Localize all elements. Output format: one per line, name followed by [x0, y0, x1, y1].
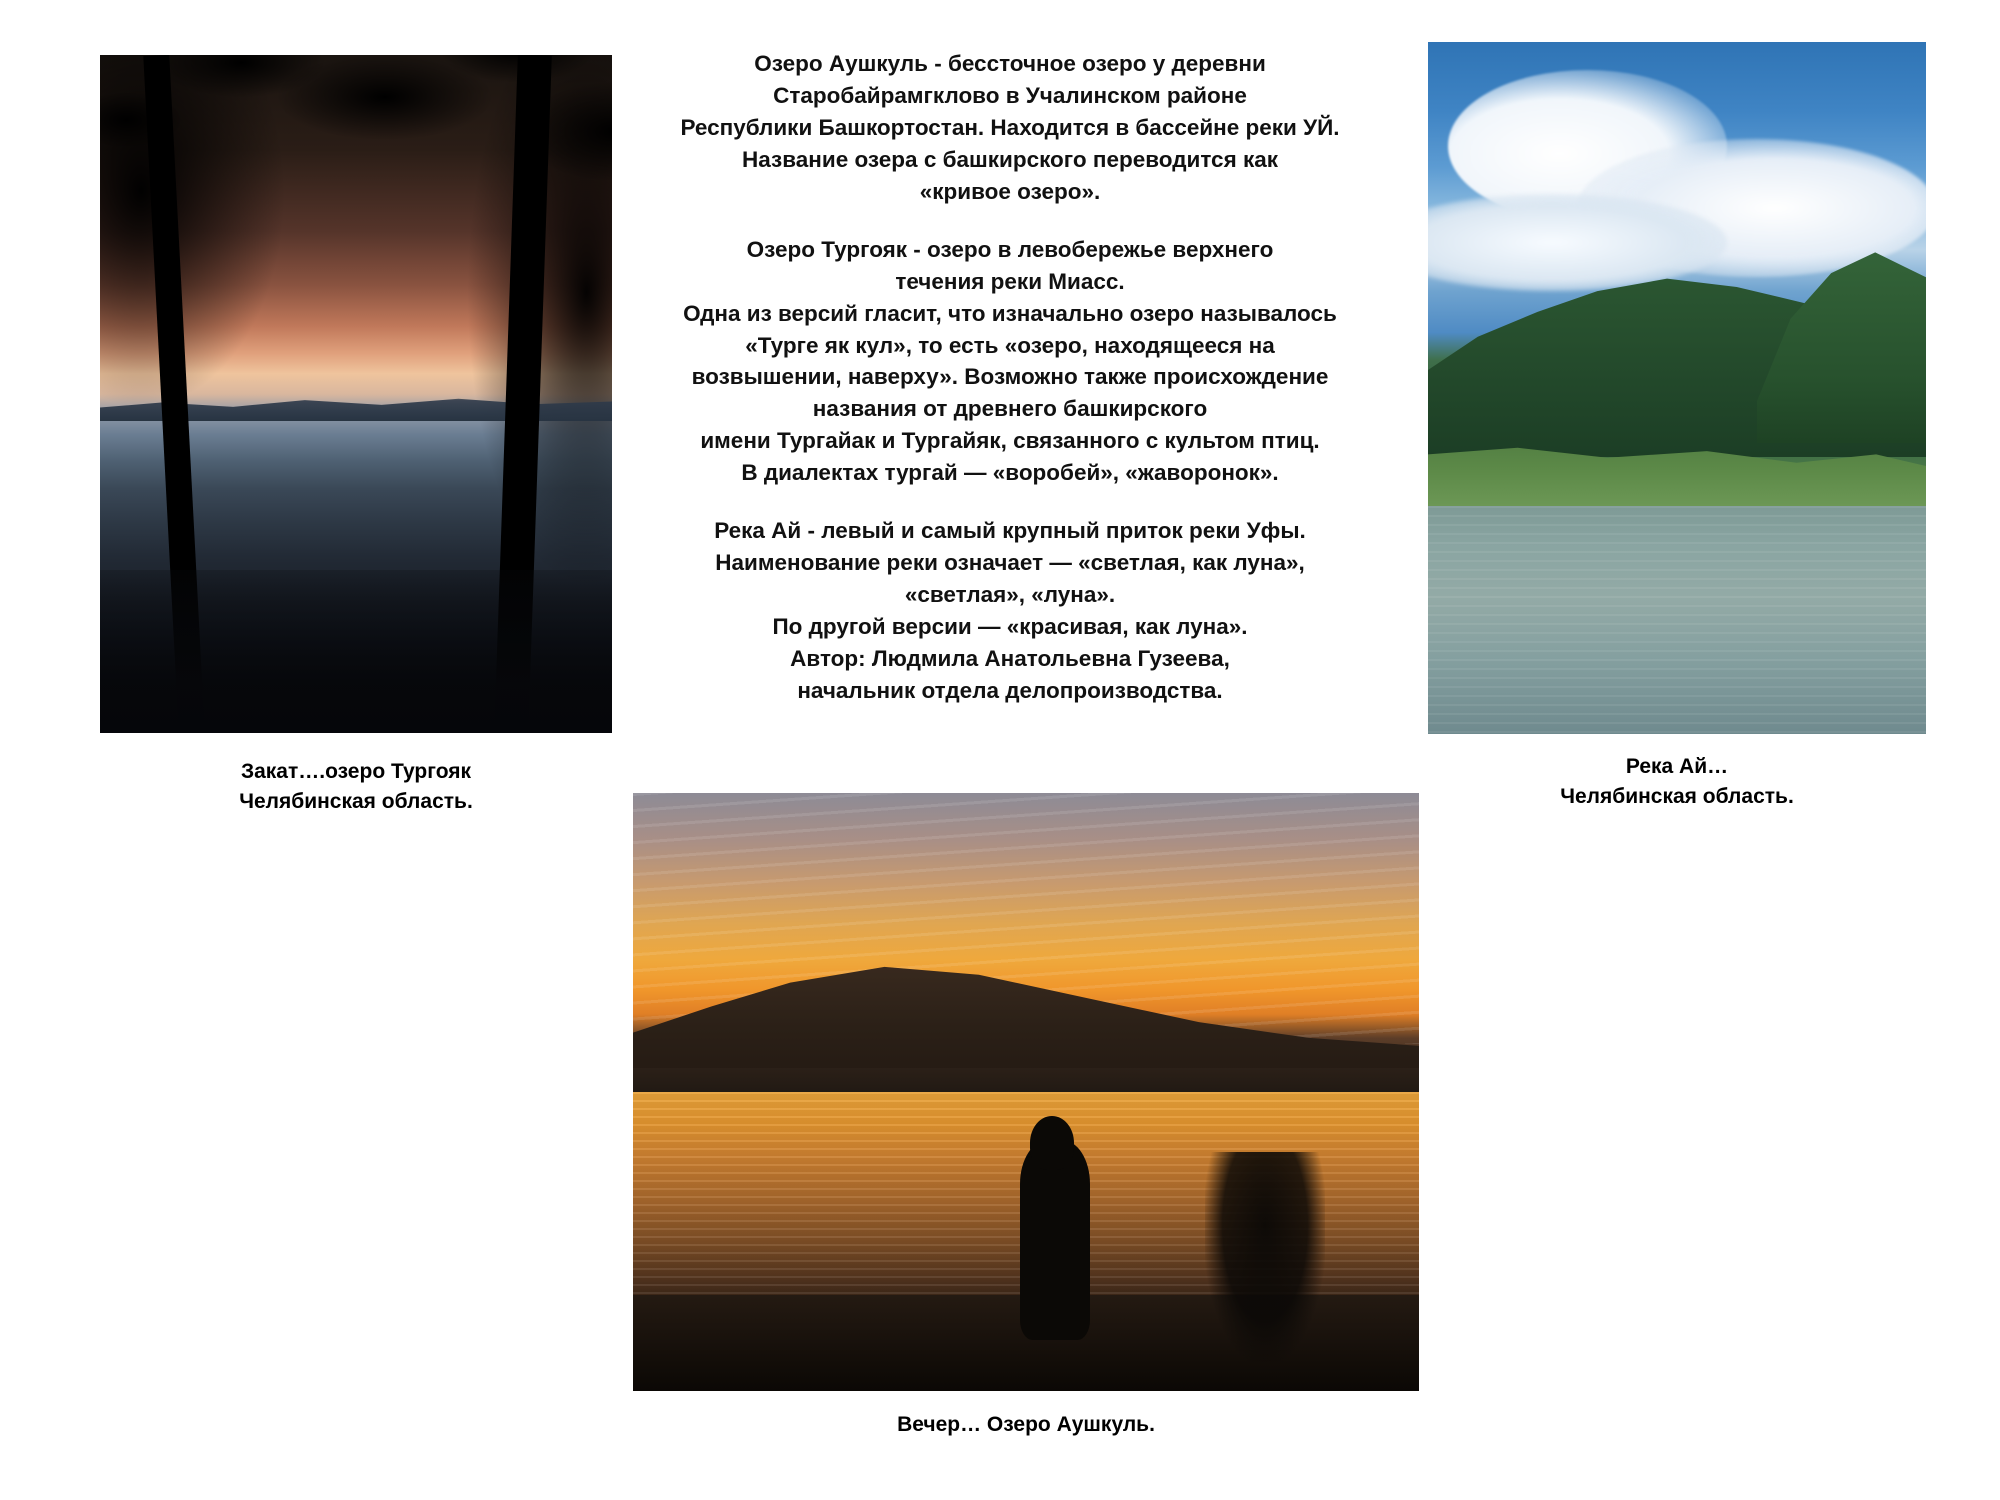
paragraph-turgoyak — [640, 234, 1380, 490]
turgoyak-line-3: Одна из версий гласит, что изначально озеро называлось — [683, 300, 1337, 326]
caption-turgoyak-line-2: Челябинская область. — [239, 790, 473, 814]
caption-lake-aushkul — [633, 1410, 1419, 1440]
photo-lake-aushkul[interactable] — [633, 793, 1419, 1391]
photo-turgoyak[interactable] — [100, 55, 612, 733]
aushkul-line-4: Название озера с башкирского переводится как — [742, 146, 1278, 172]
caption-turgoyak — [100, 757, 612, 818]
ay-line-4: По другой версии — «красивая, как луна». — [772, 614, 1248, 639]
caption-ay-line-1: Река Ай… — [1625, 755, 1729, 778]
turgoyak-line-1: Озеро Тургояк - озеро в левобережье верхнего — [746, 236, 1274, 262]
photo-river-ay[interactable] — [1428, 42, 1926, 734]
turgoyak-line-6: названия от древнего башкирского — [812, 396, 1208, 422]
person-head-silhouette — [1030, 1116, 1074, 1170]
small-tree-silhouette — [1205, 1152, 1325, 1362]
dark-foreground-shore — [100, 570, 612, 733]
ay-line-3: «светлая», «луна». — [904, 582, 1116, 608]
river-water — [1428, 506, 1926, 734]
aushkul-line-3: Республики Башкортостан. Находится в бассейне реки УЙ. — [680, 114, 1340, 140]
paragraph-aushkul — [640, 48, 1380, 208]
aushkul-line-2: Старобайрамгклово в Учалинском районе — [773, 82, 1247, 108]
ay-line-1: Река Ай - левый и самый крупный приток реки Уфы. — [714, 518, 1306, 544]
turgoyak-line-5: возвышении, наверху». Возможно также происхождение — [691, 364, 1329, 390]
caption-river-ay — [1428, 752, 1926, 813]
ay-author-line: Автор: Людмила Анатольевна Гузеева, — [790, 645, 1230, 671]
turgoyak-line-8: В диалектах тургай — «воробей», «жаворонок». — [741, 460, 1279, 486]
aushkul-line-5: «кривое озеро». — [919, 178, 1101, 204]
ay-line-2: Наименование реки означает — «светлая, как луна», — [715, 550, 1305, 576]
aushkul-line-1: Озеро Аушкуль - бессточное озеро у деревни — [754, 51, 1266, 76]
caption-ay-line-2: Челябинская область. — [1560, 785, 1794, 809]
turgoyak-line-7: имени Тургайак и Тургайяк, связанного с культом птиц. — [700, 428, 1320, 454]
slide-text-column — [640, 48, 1380, 707]
turgoyak-line-4: «Турге як кул», то есть «озеро, находящееся на — [745, 332, 1275, 358]
ay-author-role-line: начальник отдела делопроизводства. — [797, 677, 1223, 703]
caption-turgoyak-line-1: Закат….озеро Тургояк — [240, 760, 472, 783]
turgoyak-line-2: течения реки Миасс. — [895, 268, 1125, 294]
paragraph-ay — [640, 515, 1380, 707]
caption-aushkul-line-1: Вечер… Озеро Аушкуль. — [897, 1413, 1155, 1436]
